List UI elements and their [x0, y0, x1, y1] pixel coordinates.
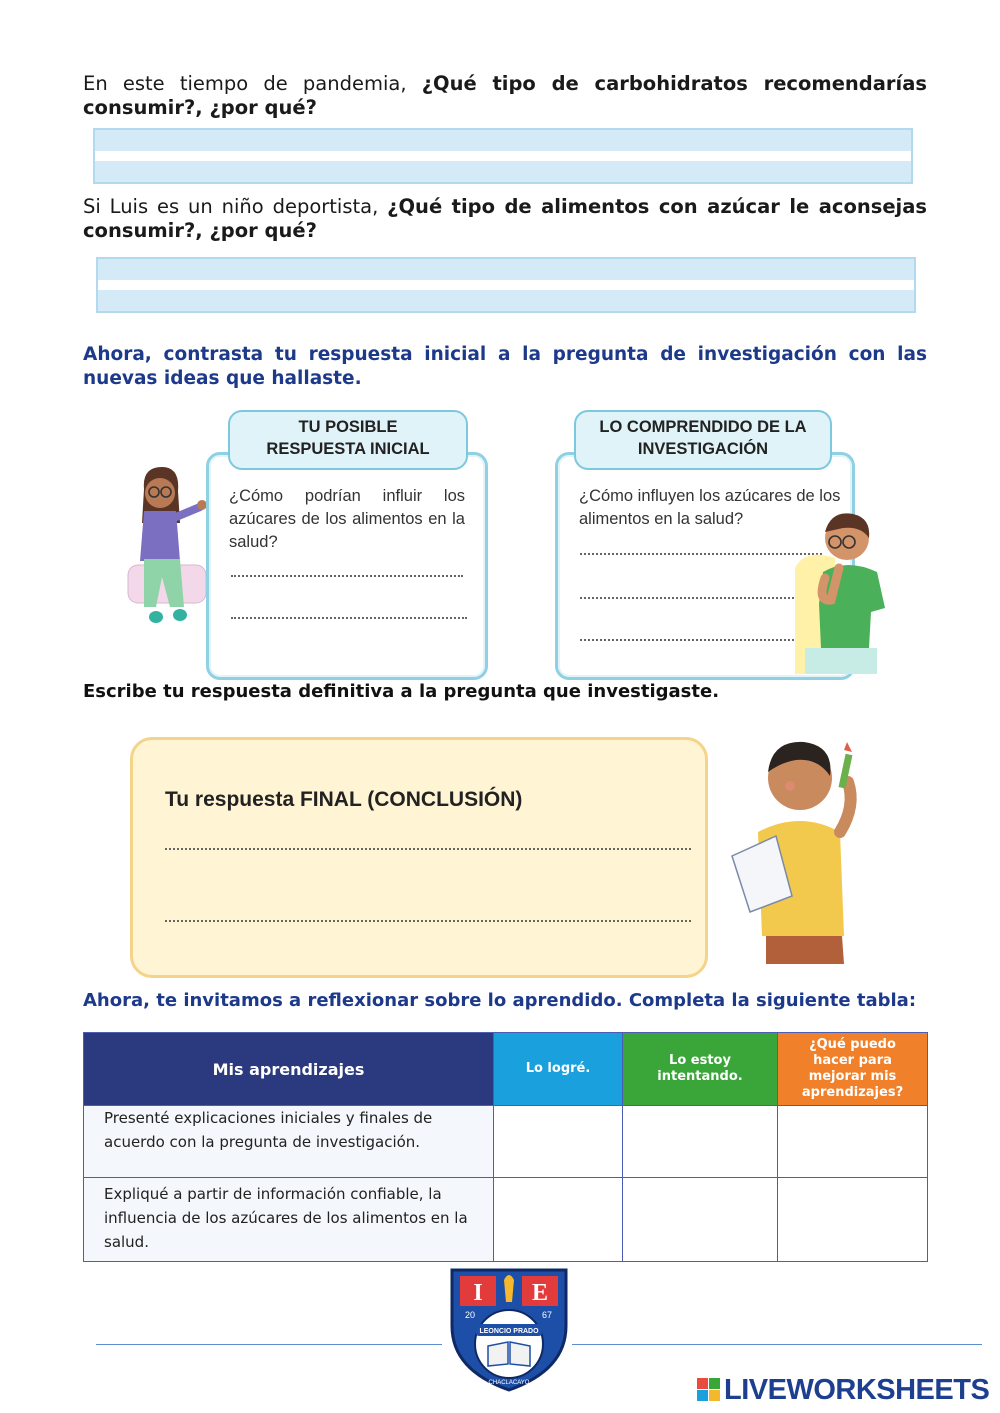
- crest-bottom-text: CHACLACAYO: [488, 1380, 530, 1386]
- footer-divider-left: [96, 1344, 442, 1345]
- header-lo-estoy-intentando: Lo estoy intentando.: [623, 1033, 778, 1106]
- question-2: Si Luis es un niño deportista, ¿Qué tipo de alimentos con azúcar le aconsejas consumir?, ¿por qué?: [83, 195, 928, 242]
- learning-table: [83, 1032, 928, 1262]
- crest-letter-i: I: [473, 1280, 483, 1306]
- liveworksheets-icon: [697, 1378, 721, 1402]
- answer-line[interactable]: [231, 617, 467, 619]
- answer-line[interactable]: [165, 920, 691, 922]
- liveworksheets-brand: LIVEWORKSHEETS: [724, 1374, 990, 1406]
- answer-line[interactable]: [580, 639, 798, 641]
- contrast-heading: Ahora, contrasta tu respuesta inicial a la pregunta de investigación con las nuevas ideas que hallaste.: [83, 344, 927, 389]
- crest-year-right: 67: [542, 1310, 553, 1320]
- research-question: ¿Cómo influyen los azúcares de los alimentos en la salud?: [579, 487, 841, 528]
- crest-letter-e: E: [531, 1280, 549, 1306]
- cell-lo-logre[interactable]: [494, 1106, 623, 1178]
- answer-line[interactable]: [231, 575, 463, 577]
- cell-lo-estoy-intentando[interactable]: [623, 1106, 778, 1178]
- answer-field-2[interactable]: [96, 257, 916, 313]
- header-que-puedo-hacer: ¿Qué puedo hacer para mejorar mis aprendizajes?: [778, 1033, 928, 1106]
- school-crest-logo: [448, 1266, 570, 1392]
- table-row-text: Presenté explicaciones iniciales y finales de acuerdo con la pregunta de investigación.: [84, 1106, 494, 1178]
- answer-line[interactable]: [165, 848, 691, 850]
- boy-with-pencil-illustration: [722, 736, 868, 968]
- crest-ribbon: LEONCIO PRADO: [479, 1328, 539, 1335]
- answer-field-1[interactable]: [93, 128, 913, 184]
- definitive-heading: Escribe tu respuesta definitiva a la pregunta que investigaste.: [83, 681, 720, 702]
- crest-year-left: 20: [465, 1310, 476, 1320]
- initial-answer-question: ¿Cómo podrían influir los azúcares de los alimentos en la salud?: [229, 487, 465, 551]
- final-answer-box: [130, 737, 708, 978]
- answer-line[interactable]: [580, 597, 798, 599]
- cell-que-puedo-hacer[interactable]: [778, 1178, 928, 1262]
- table-header-row: [84, 1033, 928, 1106]
- cell-lo-estoy-intentando[interactable]: [623, 1178, 778, 1262]
- question-1: En este tiempo de pandemia, ¿Qué tipo de carbohidratos recomendarías consumir?, ¿por qué?: [83, 72, 927, 119]
- initial-answer-tab: TU POSIBLE RESPUESTA INICIAL: [228, 410, 468, 470]
- table-row: [84, 1178, 928, 1262]
- girl-illustration: [122, 465, 212, 635]
- table-row: [84, 1106, 928, 1178]
- header-mis-aprendizajes: Mis aprendizajes: [84, 1033, 494, 1106]
- final-answer-title: Tu respuesta FINAL (CONCLUSIÓN): [165, 788, 523, 811]
- table-row-text: Expliqué a partir de información confiable, la influencia de los azúcares de los alimentos en la salud.: [84, 1178, 494, 1262]
- research-tab: LO COMPRENDIDO DE LA INVESTIGACIÓN: [574, 410, 832, 470]
- header-lo-logre: Lo logré.: [494, 1033, 623, 1106]
- cell-que-puedo-hacer[interactable]: [778, 1106, 928, 1178]
- initial-answer-card: [206, 452, 488, 680]
- thinking-boy-illustration: [795, 508, 895, 678]
- reflect-heading: Ahora, te invitamos a reflexionar sobre lo aprendido. Completa la siguiente tabla:: [83, 990, 917, 1011]
- footer-divider-right: [572, 1344, 982, 1345]
- answer-line[interactable]: [580, 553, 822, 555]
- cell-lo-logre[interactable]: [494, 1178, 623, 1262]
